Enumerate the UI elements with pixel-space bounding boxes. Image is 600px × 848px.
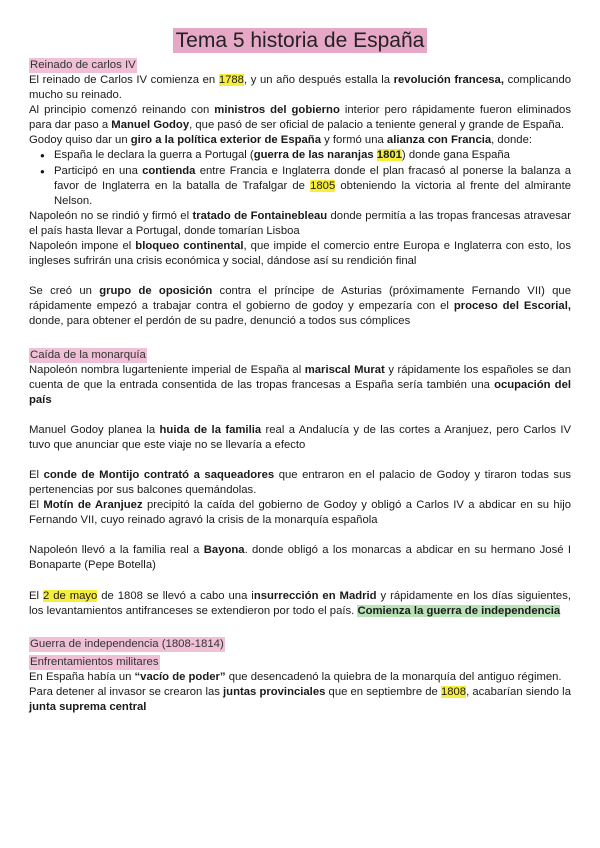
paragraph: El 2 de mayo de 1808 se llevó a cabo una insurrección en Madrid y rápidamente en los días siguientes, los levantamientos antifranceses se extendieron por todo el país. Comienza la guerra de independencia [29, 589, 571, 617]
paragraph: El conde de Montijo contrató a saqueadores que entraron en el palacio de Godoy y tiraron todas sus pertenencias por sus balcones quemándolas. [29, 468, 572, 497]
page-title: Tema 5 historia de España [173, 28, 428, 53]
section-heading: Caída de la monarquía [30, 348, 146, 361]
paragraph: Para detener al invasor se crearon las juntas provinciales que en septiembre de 1808, acabarían siendo la junta suprema central [29, 685, 571, 713]
paragraph: Napoleón no se rindió y firmó el tratado de Fontainebleau donde permitía a las tropas francesas atravesar el país hasta llevar a Portugal, donde tomarían Lisboa [29, 209, 571, 237]
section-guerra-independencia [29, 634, 571, 715]
bullet-list [29, 148, 571, 208]
paragraph: En España había un “vacío de poder” que desencadenó la quiebra de la monarquía del antiguo régimen. [29, 670, 562, 683]
section-subheading: Enfrentamientos militares [30, 655, 159, 668]
section-reinado-carlos-iv [29, 55, 571, 330]
section-caida-monarquia [29, 345, 571, 619]
paragraph: Napoleón nombra lugarteniente imperial de España al mariscal Murat y rápidamente los españoles se dan cuenta de que la entrada consentida de las tropas francesas a España sería también una ocupación del país [29, 363, 571, 406]
section-heading: Guerra de independencia (1808-1814) [30, 637, 224, 650]
paragraph: Manuel Godoy planea la huida de la familia real a Andalucía y de las cortes a Aranjuez, pero Carlos IV tuvo que anunciar que este viaje no se llevaría a efecto [29, 423, 572, 451]
paragraph: Al principio comenzó reinando con ministros del gobierno interior pero rápidamente fueron eliminados para dar paso a Manuel Godoy, que pasó de ser oficial de palacio a teniente general y grande de España. [29, 104, 571, 132]
list-item: ● España le declara la guerra a Portugal (guerra de las naranjas 1801) donde gana España [54, 148, 571, 163]
paragraph: El Motín de Aranjuez precipitó la caída del gobierno de Godoy y obligó a Carlos IV a abdicar en su hijo Fernando VII, cuyo reinado agravó la crisis de la monarquía española [29, 499, 571, 527]
title-wrap [29, 28, 571, 53]
paragraph: El reinado de Carlos IV comienza en 1788, y un año después estalla la revolución francesa, complicando mucho su reinado. [29, 74, 572, 102]
section-heading: Reinado de carlos IV [30, 59, 136, 71]
list-item: ● Participó en una contienda entre Francia e Inglaterra donde el plan fracasó al ponerse la balanza a favor de Inglaterra en la batalla de Trafalgar de 1805 obteniendo la victoria al frente del almirante Nelson. [54, 164, 571, 209]
paragraph: Godoy quiso dar un giro a la política exterior de España y formó una alianza con Francia, donde: [29, 134, 532, 147]
paragraph: Se creó un grupo de oposición contra el príncipe de Asturias (próximamente Fernando VII) que rápidamente empezó a trabajar contra el gobierno de godoy y empezaría con el proceso del Escorial, donde, para obtener el perdón de su padre, denunció a todos sus cómplices [29, 285, 571, 328]
paragraph: Napoleón impone el bloqueo continental, que impide el comercio entre Europa e Inglaterra con esto, los ingleses sufrirán una crisis económica y social, dándose así su rendición final [29, 240, 571, 268]
paragraph: Napoleón llevó a la familia real a Bayona. donde obligó a los monarcas a abdicar en su hermano José I Bonaparte (Pepe Botella) [29, 544, 571, 572]
